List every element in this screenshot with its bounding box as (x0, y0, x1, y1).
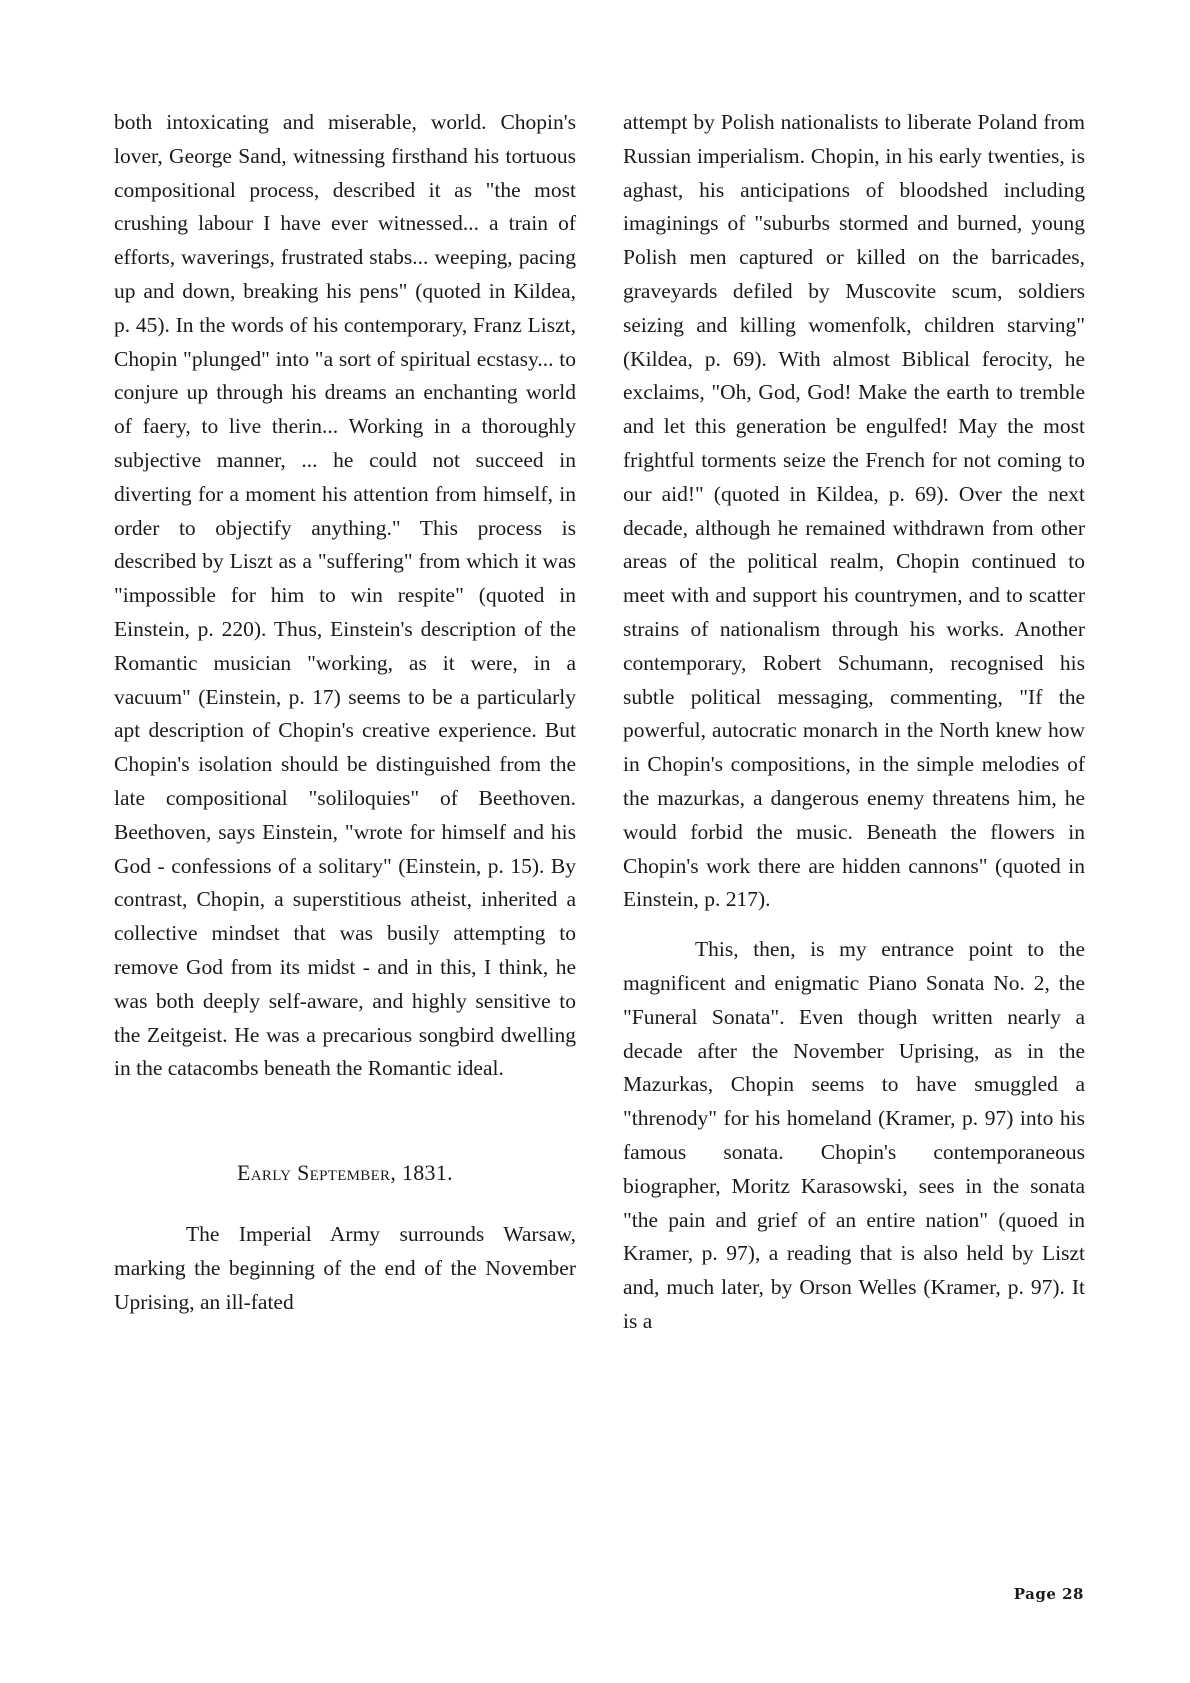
left-paragraph-2: The Imperial Army surrounds Warsaw, marking the beginning of the end of the November Uprising, an ill-fated (114, 1222, 576, 1314)
right-column (623, 106, 1085, 1339)
left-paragraph-1: both intoxicating and miserable, world. Chopin's lover, George Sand, witnessing firsthand his tortuous compositional process, described it as "the most crushing labour I have ever witnessed... a train of efforts, waverings, frustrated stabs... weeping, pacing up and down, breaking his pens" (quoted in Kildea, p. 45). In the words of his contemporary, Franz Liszt, Chopin "plunged" into "a sort of spiritual ecstasy... to conjure up through his dreams an enchanting world of faery, to live therin... Working in a thoroughly subjective manner, ... he could not succeed in diverting for a moment his attention from himself, in order to objectify anything." This process is described by Liszt as a "suffering" from which it was "impossible for him to win respite" (quoted in Einstein, p. 220). Thus, Einstein's description of the Romantic musician "working, as it were, in a vacuum" (Einstein, p. 17) seems to be a particularly apt description of Chopin's creative experience. But Chopin's isolation should be distinguished from the late compositional "soliloquies" of Beethoven. Beethoven, says Einstein, "wrote for himself and his God - confessions of a solitary" (Einstein, p. 15). By contrast, Chopin, a superstitious atheist, inherited a collective mindset that was busily attempting to remove God from its midst - and in this, I think, he was both deeply self-aware, and highly sensitive to the Zeitgeist. He was a precarious songbird dwelling in the catacombs beneath the Romantic ideal. (114, 110, 576, 1081)
section-heading: Early September, 1831. (237, 1160, 453, 1186)
right-paragraph-2: This, then, is my entrance point to the magnificent and enigmatic Piano Sonata No. 2, the "Funeral Sonata". Even though written nearly a decade after the November Uprising, as in the Mazurkas, Chopin seems to have smuggled a "threnody" for his homeland (Kramer, p. 97) into his famous sonata. Chopin's contemporaneous biographer, Moritz Karasowski, sees in the sonata "the pain and grief of an entire nation" (quoed in Kramer, p. 97), a reading that is also held by Liszt and, much later, by Orson Welles (Kramer, p. 97). It is a (623, 937, 1085, 1333)
right-paragraph-1: attempt by Polish nationalists to liberate Poland from Russian imperialism. Chopin, in his early twenties, is aghast, his anticipations of bloodshed including imaginings of "suburbs stormed and burned, young Polish men captured or killed on the barricades, graveyards defiled by Muscovite scum, soldiers seizing and killing womenfolk, children starving" (Kildea, p. 69). With almost Biblical ferocity, he exclaims, "Oh, God, God! Make the earth to tremble and let this generation be engulfed! May the most frightful torments seize the French for not coming to our aid!" (quoted in Kildea, p. 69). Over the next decade, although he remained withdrawn from other areas of the political realm, Chopin continued to meet with and support his countrymen, and to scatter strains of nationalism through his works. Another contemporary, Robert Schumann, recognised his subtle political messaging, commenting, "If the powerful, autocratic monarch in the North knew how in Chopin's compositions, in the simple melodies of the mazurkas, a dangerous enemy threatens him, he would forbid the music. Beneath the flowers in Chopin's work there are hidden cannons" (quoted in Einstein, p. 217). (623, 110, 1085, 912)
left-column (114, 106, 576, 1320)
page-number: Page 28 (1013, 1585, 1084, 1603)
